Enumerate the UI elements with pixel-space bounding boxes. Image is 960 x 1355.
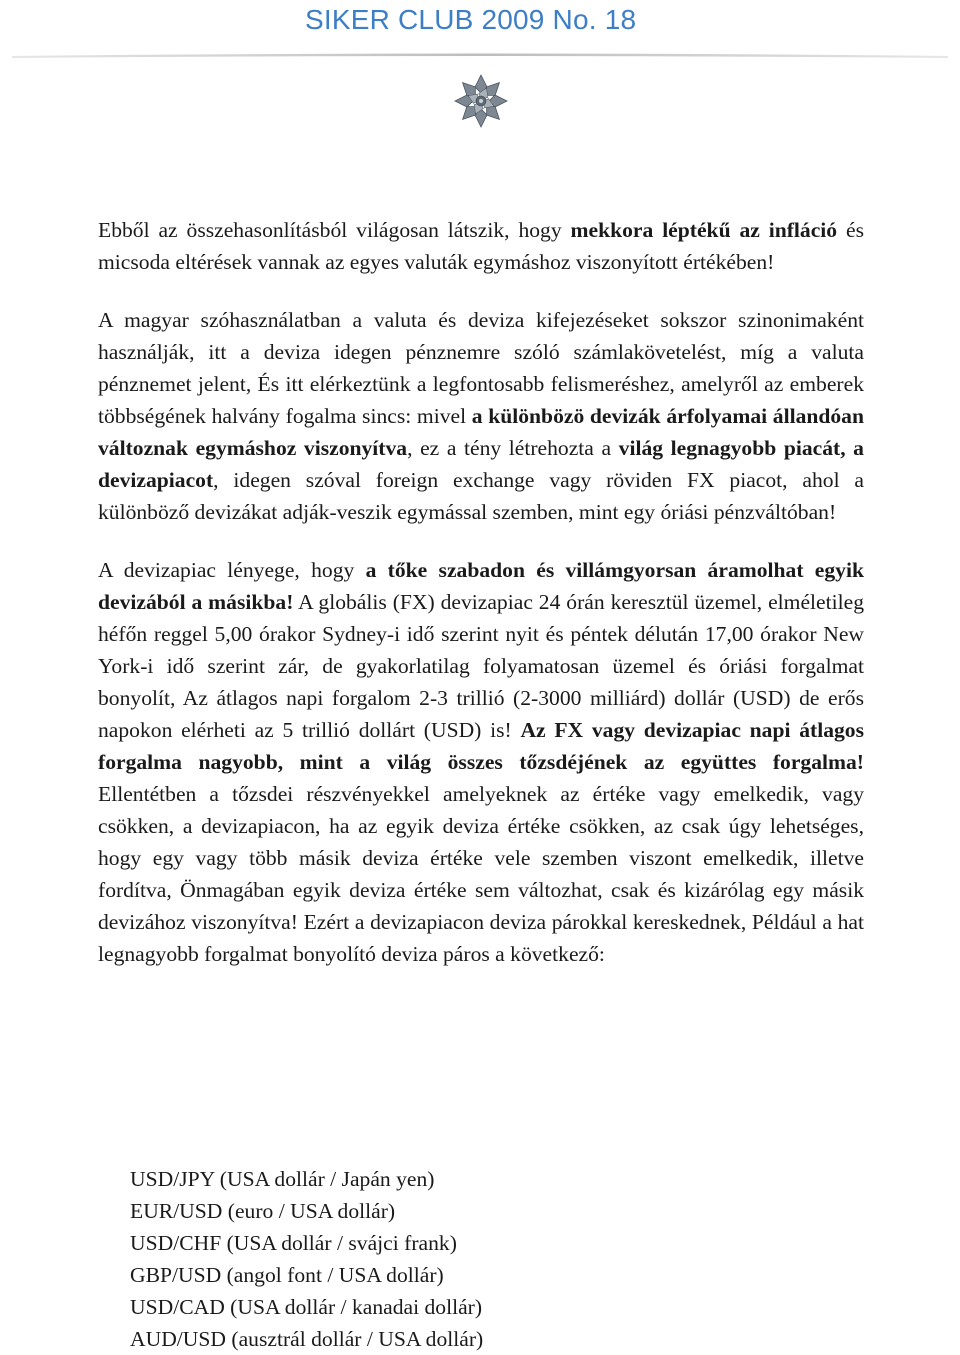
list-item: USD/JPY (USA dollár / Japán yen): [130, 1167, 435, 1191]
text-run: , idegen szóval foreign exchange vagy röviden FX piacot, ahol a különböző devizákat adják-veszik egymással szemben, mint egy óriási pénzváltóban!: [98, 468, 864, 524]
text-run: és micsoda eltérések vannak az egyes valuták egymáshoz viszonyított értékében!: [98, 218, 864, 274]
bold-text-run: Az FX vagy devizapiac napi átlagos forgalma nagyobb, mint a világ összes tőzsdéjének az együttes forgalma!: [98, 718, 864, 774]
header-divider: [12, 50, 948, 60]
currency-pair-list: [130, 1163, 483, 1355]
text-run: , ez a tény létrehozta a: [407, 436, 619, 460]
list-item: AUD/USD (ausztrál dollár / USA dollár): [130, 1327, 484, 1351]
list-item: USD/CAD (USA dollár / kanadai dollár): [130, 1295, 483, 1319]
page-title: SIKER CLUB 2009 No. 18: [305, 4, 637, 35]
text-run: Ellentétben a tőzsdei részvényekkel amelyeknek az értéke vagy emelkedik, vagy csökken, a devizapiacon, ha az egyik deviza értéke csökken, az csak úgy lehetséges, hogy egy vagy több másik deviza értéke vele szemben viszont emelkedik, illetve fordítva, Önmagában egyik deviza értéke sem változhat, csak és kizárólag egy másik devizához viszonyítva! Ezért a devizapiacon deviza párokkal kereskednek, Például a hat legnagyobb forgalmat bonyolító deviza páros a következő:: [98, 782, 864, 966]
list-item: GBP/USD (angol font / USA dollár): [130, 1263, 444, 1287]
paragraph-inflation: [98, 214, 864, 278]
diamond-flower-logo-icon: [450, 70, 512, 132]
text-run: A devizapiac lényege, hogy: [98, 558, 366, 582]
text-run: A globális (FX) devizapiac 24 órán keresztül üzemel, elméletileg héfőn reggel 5,00 órakor Sydney-i idő szerint nyit és péntek délután 17,00 órakor New York-i idő szerint zár, de gyakorlatilag folyamatosan üzemel és óriási forgalmat bonyolít, Az átlagos napi forgalom 2-3 trillió (2-3000 milliárd) dollár (USD) de erős napokon elérheti az 5 trillió dollárt (USD) is!: [98, 590, 864, 742]
list-item: EUR/USD (euro / USA dollár): [130, 1199, 396, 1223]
bold-text-run: a különbözö devizák árfolyamai állandóan változnak egymáshoz viszonyítva: [98, 404, 864, 460]
paragraph-forex-market: [98, 554, 864, 970]
list-item: USD/CHF (USA dollár / svájci frank): [130, 1231, 457, 1255]
text-run: A magyar szóhasználatban a valuta és deviza kifejezéseket sokszor szinonimaként használják, itt a deviza idegen pénznemre szóló számlakövetelést, míg a valuta pénznemet jelent, És itt elérkeztünk a legfontosabb felismeréshez, amelyről az emberek többségének halvány fogalma sincs: mivel: [98, 308, 864, 428]
bold-text-run: a tőke szabadon és villámgyorsan áramolhat egyik devizából a másikba!: [98, 558, 864, 614]
bold-text-run: mekkora léptékű az infláció: [570, 218, 838, 242]
text-run: Ebből az összehasonlításból világosan látszik, hogy: [98, 218, 571, 242]
article-body: [98, 214, 864, 970]
paragraph-forex-definition: [98, 304, 864, 528]
bold-text-run: világ legnagyobb piacát, a devizapiacot: [98, 436, 864, 492]
